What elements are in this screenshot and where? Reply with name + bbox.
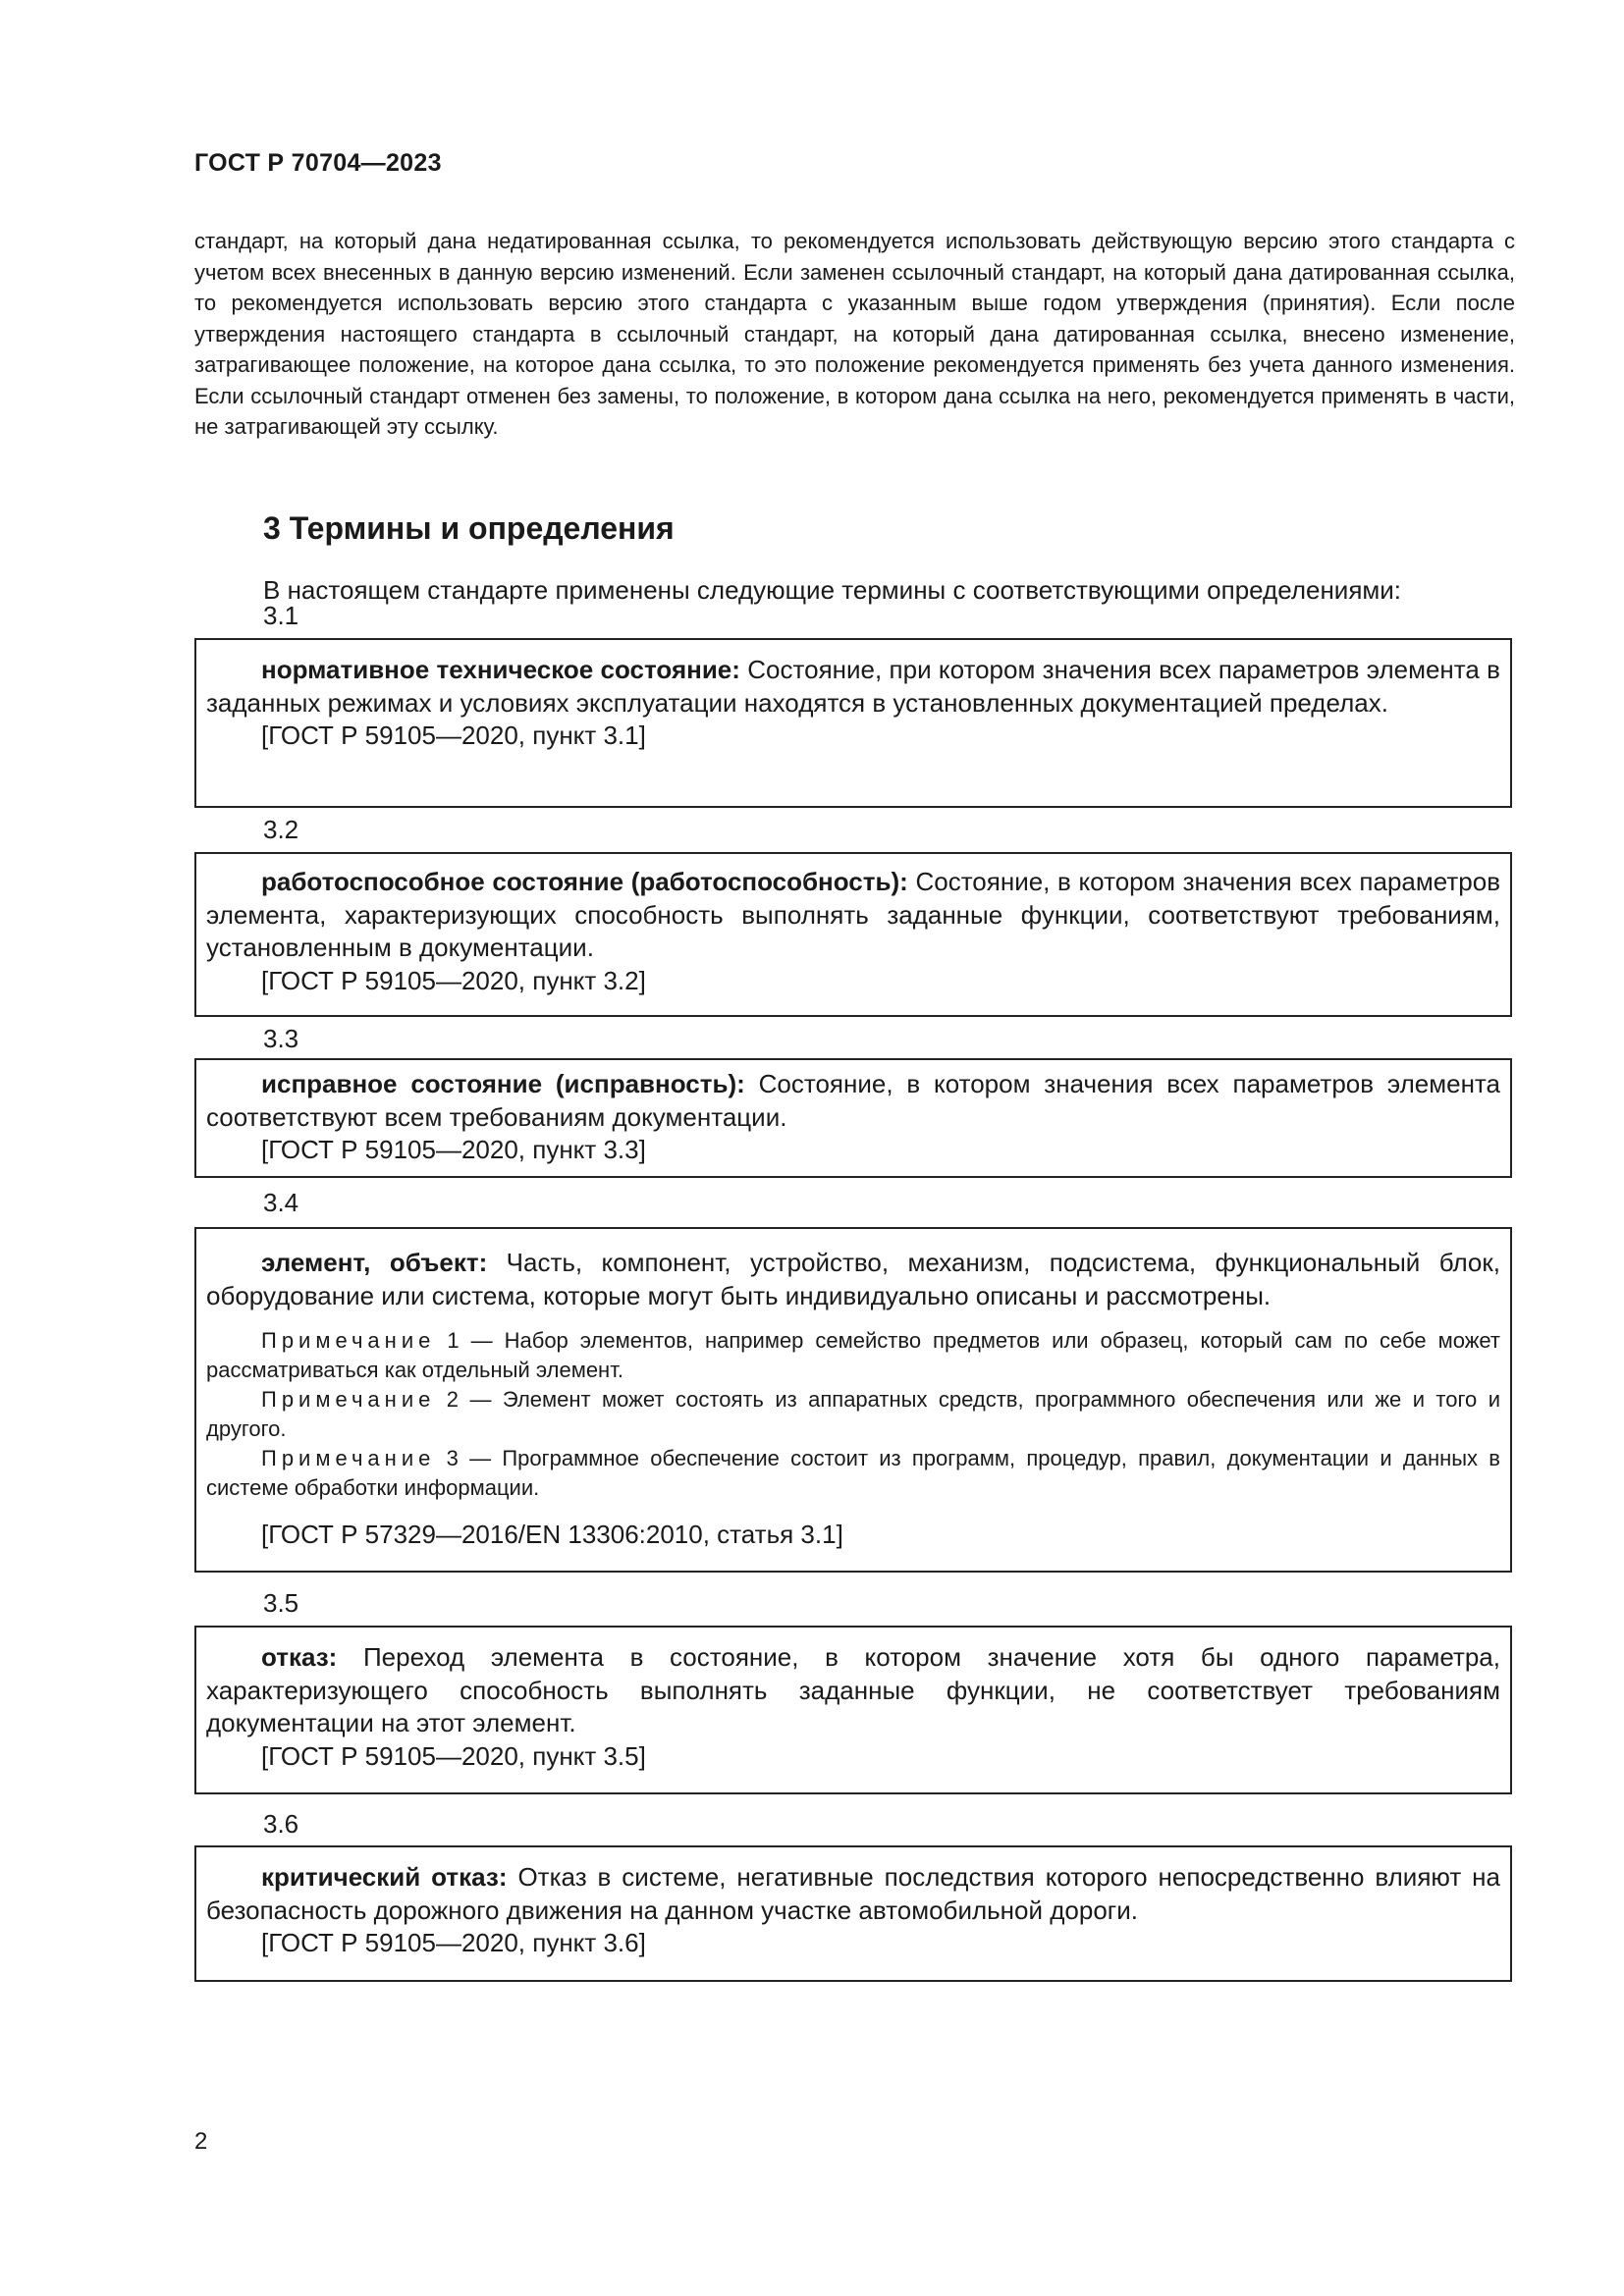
term-number: 3.2 (263, 815, 299, 844)
term-box (194, 1626, 1512, 1794)
term-definition-text: Состояние, в котором значения всех параметров элемента, характеризующих способность выполнять заданные функции, соответствуют требованиям, установленным в документации. (206, 867, 1501, 962)
term-name: критический отказ: (261, 1862, 508, 1892)
term-number: 3.6 (263, 1809, 299, 1839)
term-source: [ГОСТ Р 59105—2020, пункт 3.6] (261, 1928, 646, 1957)
term-number: 3.3 (263, 1024, 299, 1053)
term-definition-text: Часть, компонент, устройство, механизм, подсистема, функциональный блок, оборудование или система, которые могут быть индивидуально описаны и рассмотрены. (206, 1248, 1500, 1310)
note-label: Примечание (261, 1328, 436, 1353)
note-text: 2 — Элемент может состоять из аппаратных средств, программного обеспечения или же и того и другого. (206, 1387, 1500, 1441)
note-label: Примечание (261, 1446, 436, 1470)
term-definition (206, 1068, 1500, 1134)
term-number: 3.5 (263, 1588, 299, 1618)
section-title: 3 Термины и определения (263, 510, 675, 546)
term-definition (206, 1861, 1500, 1927)
term-definition-text: Отказ в системе, негативные последствия которого непосредственно влияют на безопасность дорожного движения на данном участке автомобильной дороги. (206, 1862, 1500, 1925)
term-source: [ГОСТ Р 57329—2016/EN 13306:2010, статья 3.1] (261, 1520, 843, 1549)
term-source: [ГОСТ Р 59105—2020, пункт 3.1] (261, 721, 646, 750)
term-name: нормативное техническое состояние: (261, 655, 740, 684)
term-box (194, 638, 1512, 808)
term-box (194, 852, 1512, 1017)
document-header: ГОСТ Р 70704—2023 (194, 149, 442, 177)
term-source: [ГОСТ Р 59105—2020, пункт 3.2] (261, 965, 646, 995)
term-definition (206, 654, 1500, 720)
term-definition (206, 1641, 1500, 1740)
term-name: исправное состояние (исправность): (261, 1069, 745, 1098)
term-name: элемент, объект: (261, 1248, 488, 1277)
term-number: 3.1 (263, 601, 299, 630)
note-text: 1 — Набор элементов, например семейство предметов или образец, который сам по себе может рассматриваться как отдельный элемент. (206, 1328, 1500, 1382)
term-name: отказ: (261, 1642, 338, 1672)
term-definition-text: Состояние, при котором значения всех параметров элемента в заданных режимах и условиях эксплуатации находятся в установленных документацией пределах. (206, 655, 1500, 718)
term-box (194, 1058, 1512, 1178)
page-number: 2 (194, 2128, 208, 2155)
section-lead: В настоящем стандарте применены следующие термины с соответствующими определениями: (263, 575, 1402, 605)
term-box (194, 1227, 1512, 1573)
term-name: работоспособное состояние (работоспособность): (261, 867, 908, 896)
note-text: 3 — Программное обеспечение состоит из программ, процедур, правил, документации и данных в системе обработки информации. (206, 1446, 1500, 1500)
term-definition-text: Состояние, в котором значения всех параметров элемента соответствуют всем требованиям документации. (206, 1069, 1501, 1132)
term-source: [ГОСТ Р 59105—2020, пункт 3.5] (261, 1740, 646, 1771)
intro-paragraph: стандарт, на который дана недатированная ссылка, то рекомендуется использовать действующую версию этого стандарта с учетом всех внесенных в данную версию изменений. Если заменен ссылочный стандарт, на который дана датированная ссылка, то рекомендуется использовать версию этого стандарта с указанным выше годом утверждения (принятия). Если после утверждения настоящего стандарта в ссылочный стандарт, на который дана датированная ссылка, внесено изменение, затрагивающее положение, на которое дана ссылка, то это положение рекомендуется применять без учета данного изменения. Если ссылочный стандарт отменен без замены, то положение, в котором дана ссылка на него, рекомендуется применять в части, не затрагивающей эту ссылку. (194, 229, 1515, 439)
term-note (206, 1385, 1500, 1444)
term-box (194, 1845, 1512, 1982)
note-label: Примечание (261, 1387, 436, 1412)
term-definition (206, 1247, 1500, 1312)
term-source: [ГОСТ Р 59105—2020, пункт 3.3] (261, 1135, 646, 1164)
term-note (206, 1444, 1500, 1503)
term-definition (206, 866, 1500, 965)
term-definition-text: Переход элемента в состояние, в котором значение хотя бы одного параметра, характеризующего способность выполнять заданные функции, не соответствует требованиям документации на этот элемент. (206, 1642, 1500, 1737)
term-note (206, 1326, 1500, 1385)
term-number: 3.4 (263, 1188, 299, 1217)
